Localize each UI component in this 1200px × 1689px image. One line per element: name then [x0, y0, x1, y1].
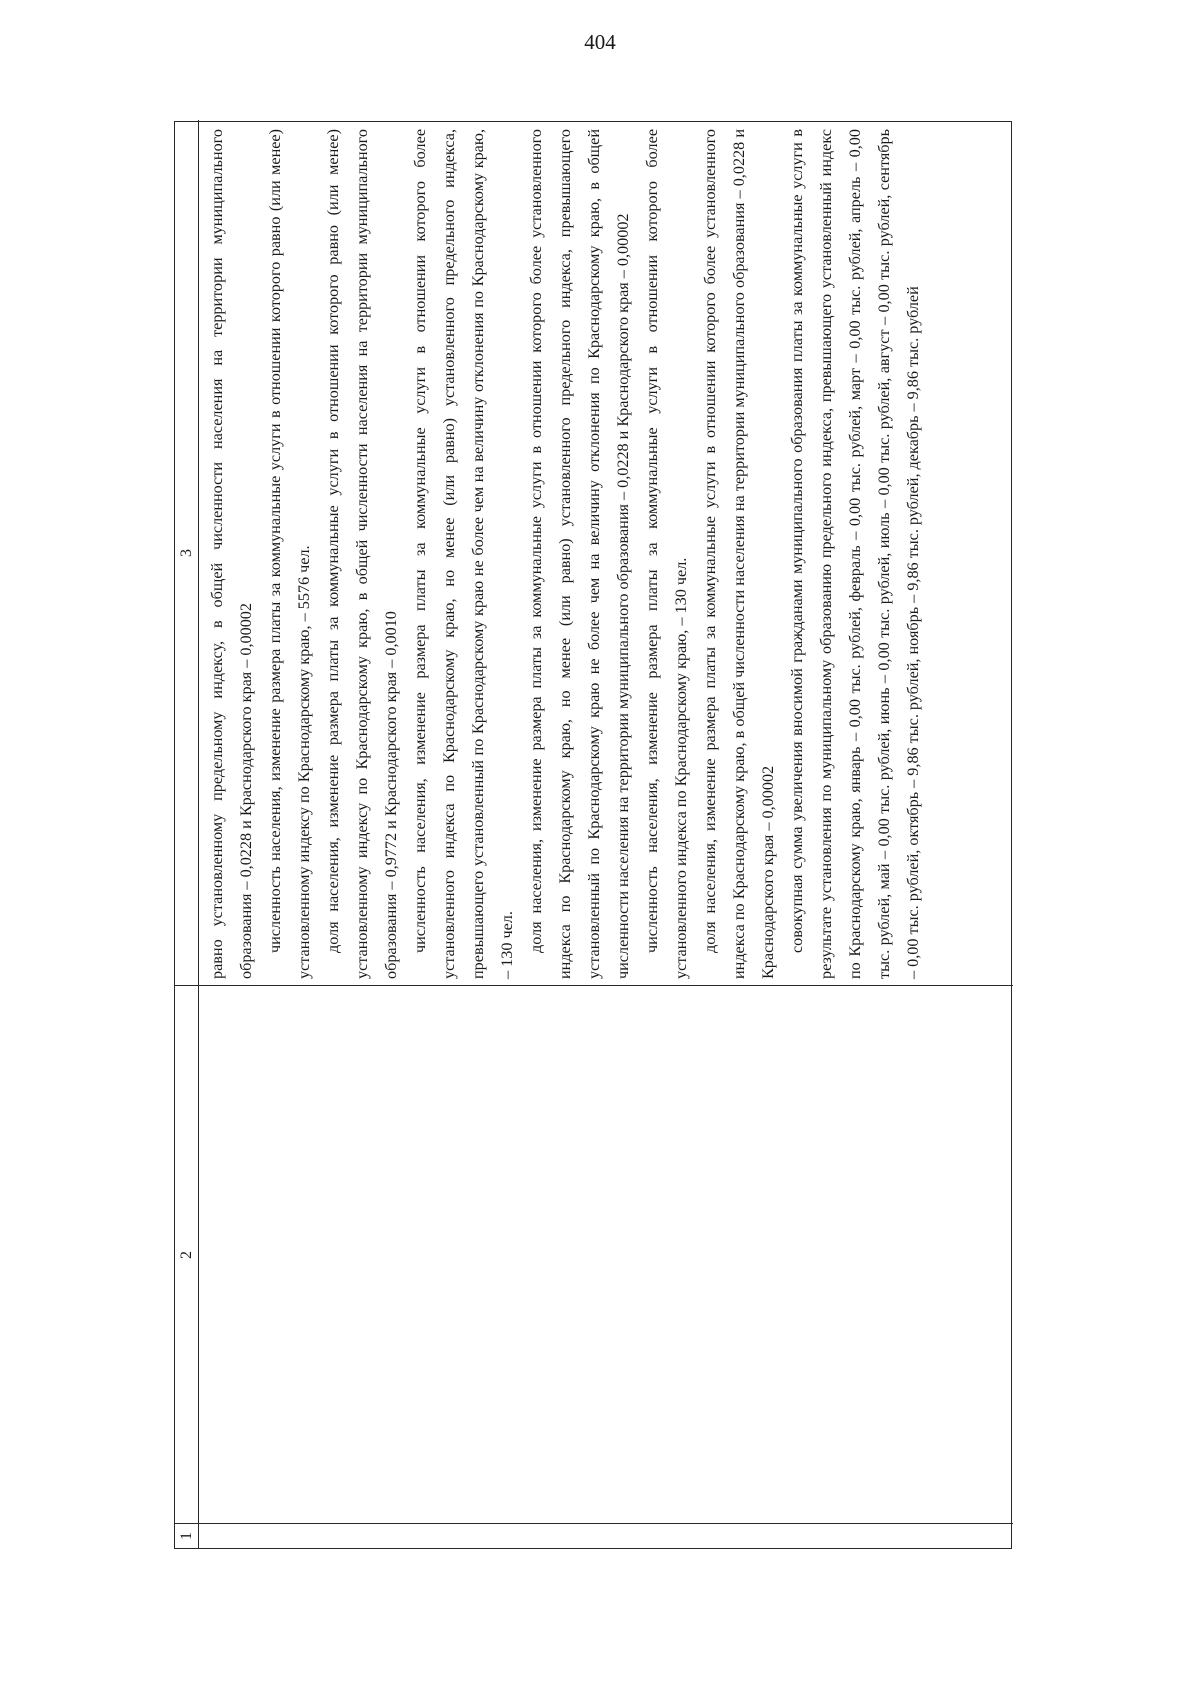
paragraph-1: равно установленному предельному индексу, в общей численности населения на территории муниципального образования – 0,0228 и Краснодарского края – 0,00002	[208, 129, 255, 979]
paragraph-6: численность населения, изменение размера платы за коммунальные услуги в отношении которого более установленного индекса по Краснодарскому краю, – 130 чел.	[643, 129, 690, 979]
paragraph-7: доля населения, изменение размера платы за коммунальные услуги в отношении которого более установленного индекса по Краснодарскому краю, в общей численности населения на территории муниципального образования – 0,0228 и Краснодарского края – 0,00002	[701, 129, 777, 979]
paragraph-2: численность населения, изменение размера платы за коммунальные услуги в отношении которого равно (или менее) установленному индексу по Краснодарскому краю, – 5576 чел.	[266, 129, 313, 979]
column-header-1: 1	[178, 1532, 195, 1540]
column-header-3: 3	[178, 549, 195, 557]
paragraph-4: численность населения, изменение размера платы за коммунальные услуги в отношении которого более установленного индекса по Краснодарскому краю, но менее (или равно) установленного предельного индекса, превышающего установленный по Краснодарскому краю не более чем на величину отклонения по Краснодарскому краю, – 130 чел.	[411, 129, 516, 979]
paragraph-5: доля населения, изменение размера платы за коммунальные услуги в отношении которого более установленного индекса по Краснодарскому краю, но менее (или равно) установленного предельного индекса, превышающего установленный по Краснодарскому краю не более чем на величину отклонения по Краснодарскому краю, в общей численности населения на территории муниципального образования – 0,0228 и Краснодарского края – 0,00002	[527, 129, 632, 979]
page-number: 404	[584, 30, 616, 54]
paragraph-8: совокупная сумма увеличения вносимой гражданами муниципального образования платы за коммунальные услуги в результате установления по муниципальному образованию предельного индекса, превышающего установленный индекс по Краснодарскому краю, январь – 0,00 тыс. рублей, февраль – 0,00 тыс. рублей, март – 0,00 тыс. рублей, апрель – 0,00 тыс. рублей, май – 0,00 тыс. рублей, июнь – 0,00 тыс. рублей, июль – 0,00 тыс. рублей, август – 0,00 тыс. рублей, сентябрь – 0,00 тыс. рублей, октябрь – 9,86 тыс. рублей, ноябрь – 9,86 тыс. рублей, декабрь – 9,86 тыс. рублей	[788, 129, 922, 979]
column-header-2: 2	[178, 1251, 195, 1259]
table-content	[175, 120, 1013, 1548]
column-3-text	[203, 129, 928, 979]
column-divider-2-3	[175, 985, 1013, 986]
rotated-table	[174, 121, 1012, 1549]
paragraph-3: доля населения, изменение размера платы за коммунальные услуги в отношении которого равно (или менее) установленному индексу по Краснодарскому краю, в общей численности населения на территории муниципального образования – 0,9772 и Краснодарского края – 0,0010	[324, 129, 400, 979]
column-divider-1-2	[175, 1523, 1013, 1524]
